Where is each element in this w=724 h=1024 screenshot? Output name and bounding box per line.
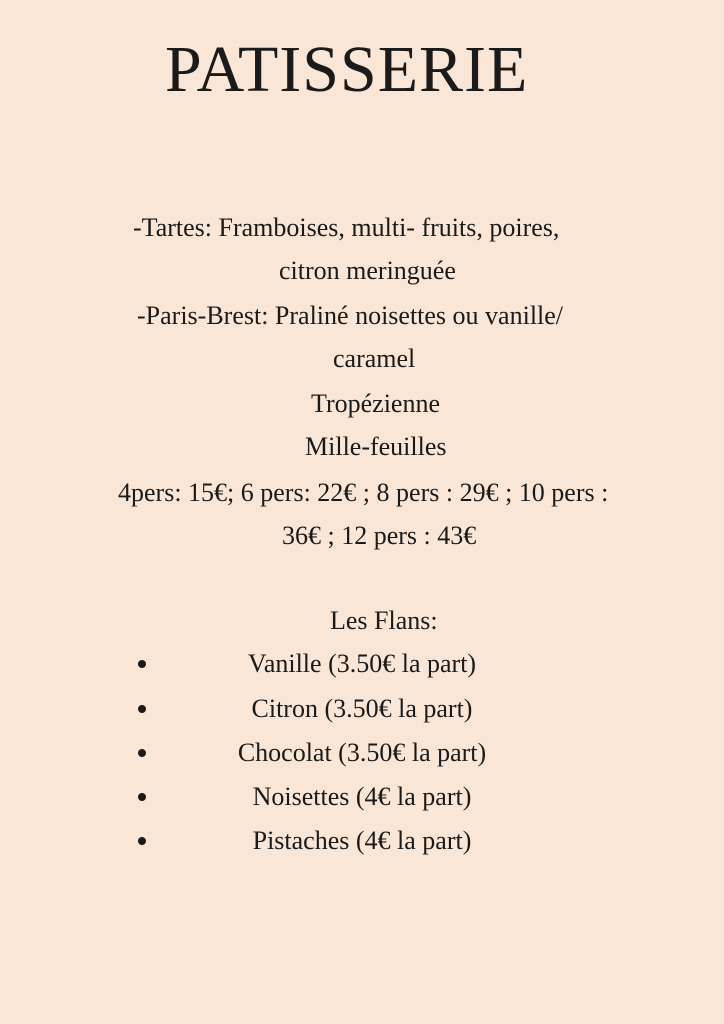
tartes-line-1: -Tartes: Framboises, multi- fruits, poires, xyxy=(133,213,560,242)
mille-feuilles-item: Mille-feuilles xyxy=(305,432,447,461)
flan-item-vanille: Vanille (3.50€ la part) xyxy=(247,649,477,678)
flan-item-chocolat: Chocolat (3.50€ la part) xyxy=(237,738,487,767)
flan-item-noisettes: Noisettes (4€ la part) xyxy=(252,782,472,811)
flan-item-pistaches: Pistaches (4€ la part) xyxy=(252,826,472,855)
page-title: PATISSERIE xyxy=(165,33,529,106)
paris-brest-line-1: -Paris-Brest: Praliné noisettes ou vanille/ xyxy=(137,301,564,330)
tartes-line-2: citron meringuée xyxy=(279,256,456,285)
prices-line-2: 36€ ; 12 pers : 43€ xyxy=(282,521,477,550)
flans-heading: Les Flans: xyxy=(330,606,438,635)
paris-brest-line-2: caramel xyxy=(333,344,416,373)
prices-line-1: 4pers: 15€; 6 pers: 22€ ; 8 pers : 29€ ; 10 pers : xyxy=(118,478,609,507)
tropezienne-item: Tropézienne xyxy=(311,389,441,418)
flan-item-citron: Citron (3.50€ la part) xyxy=(251,694,473,723)
